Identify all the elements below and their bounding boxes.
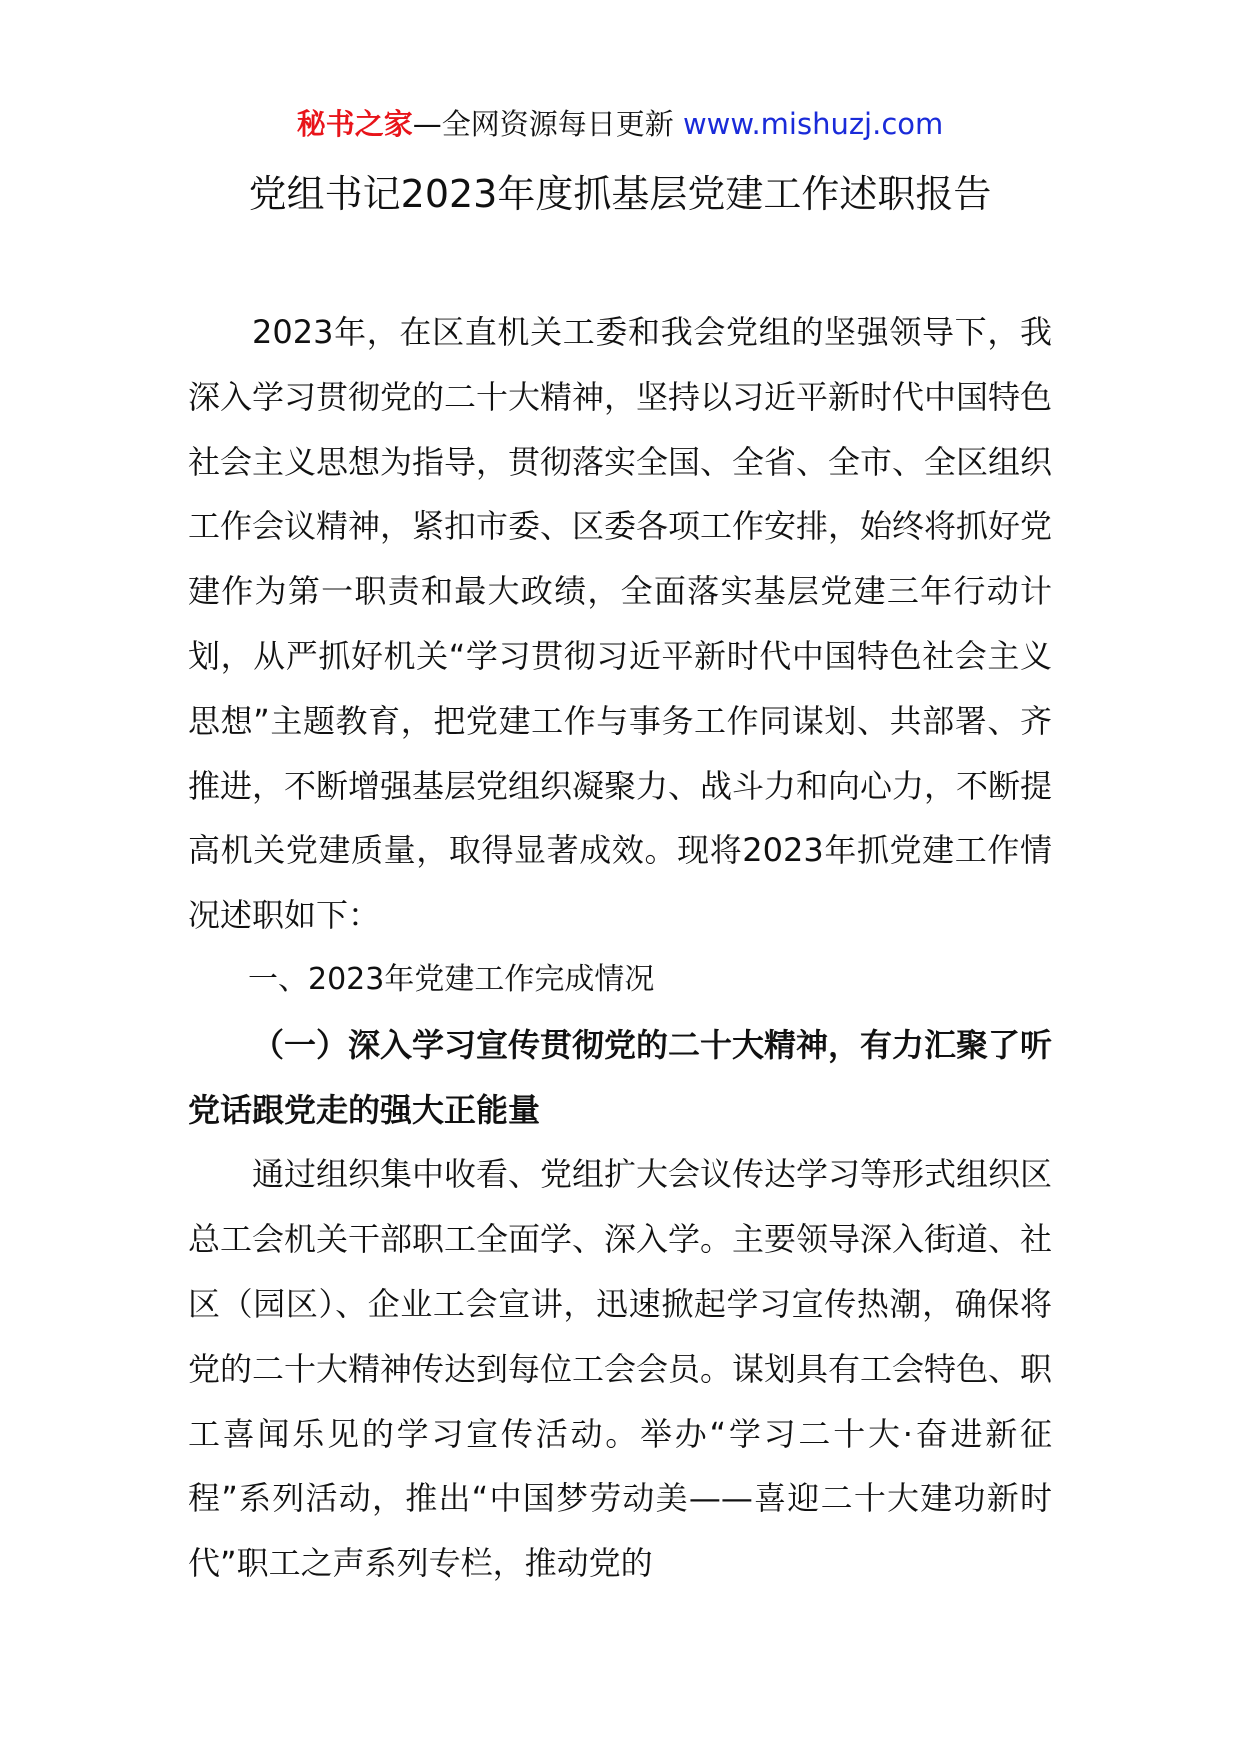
site-brand: 秘书之家: [296, 107, 413, 141]
site-header: [0, 104, 1240, 144]
document-body: [188, 300, 1052, 1596]
body-paragraph: 通过组织集中收看、党组扩大会议传达学习等形式组织区总工会机关干部职工全面学、深入学。主要领导深入街道、社区（园区）、企业工会宣讲，迅速掀起学习宣传热潮，确保将党的二十大精神传达到每位工会会员。谋划具有工会特色、职工喜闻乐见的学习宣传活动。举办“学习二十大·奋进新征程”系列活动，推出“中国梦劳动美——喜迎二十大建功新时代”职工之声系列专栏，推动党的: [188, 1155, 1053, 1583]
section-heading: 一、2023年党建工作完成情况: [248, 961, 655, 997]
intro-paragraph: 2023年，在区直机关工委和我会党组的坚强领导下，我深入学习贯彻党的二十大精神，坚持以习近平新时代中国特色社会主义思想为指导，贯彻落实全国、全省、全市、全区组织工作会议精神，紧扣市委、区委各项工作安排，始终将抓好党建作为第一职责和最大政绩，全面落实基层党建三年行动计划，从严抓好机关“学习贯彻习近平新时代中国特色社会主义思想”主题教育，把党建工作与事务工作同谋划、共部署、齐推进，不断增强基层党组织凝聚力、战斗力和向心力，不断提高机关党建质量，取得显著成效。现将2023年抓党建工作情况述职如下：: [188, 313, 1053, 935]
site-tagline: —全网资源每日更新: [412, 107, 674, 141]
document-title: 党组书记2023年度抓基层党建工作述职报告: [248, 172, 992, 216]
site-url-link[interactable]: www.mishuzj.com: [682, 107, 944, 141]
subsection-heading: （一）深入学习宣传贯彻党的二十大精神，有力汇聚了听党话跟党走的强大正能量: [188, 1025, 1053, 1129]
